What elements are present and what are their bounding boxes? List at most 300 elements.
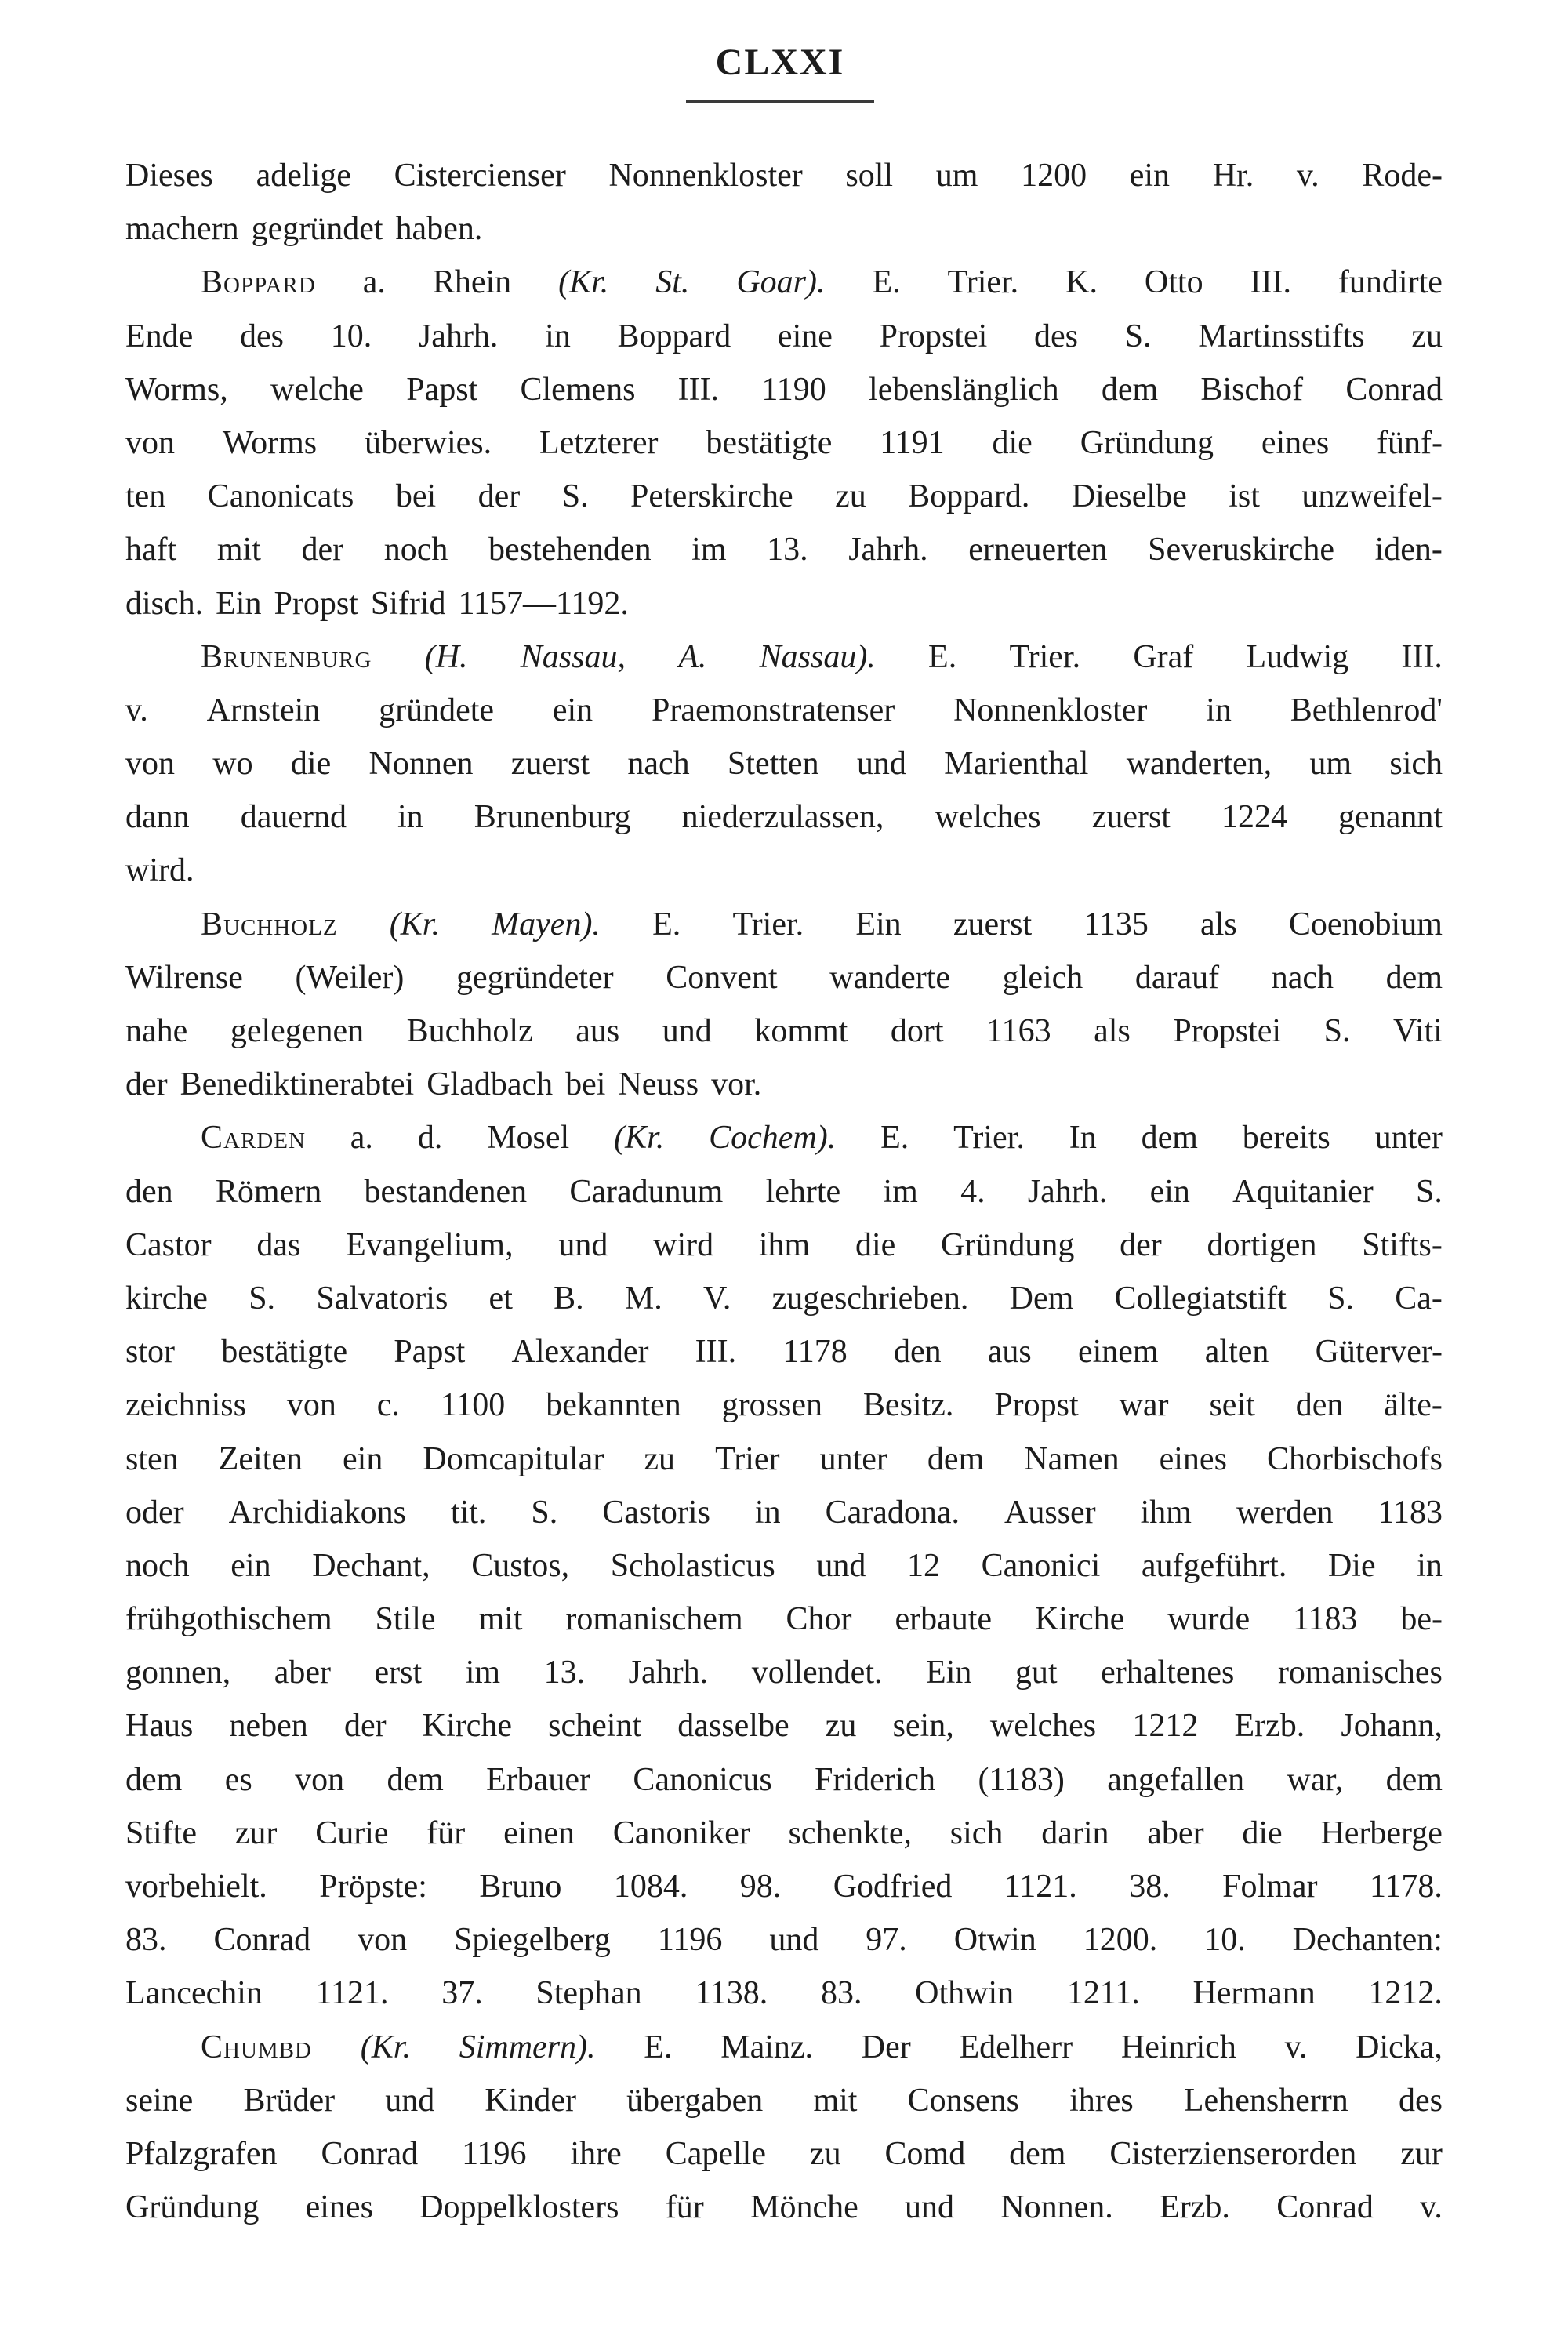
word: Die [1327, 1547, 1376, 1584]
word: eine [777, 318, 833, 354]
word: soll [845, 158, 894, 194]
body-text [125, 149, 1443, 2234]
word: Gründung [941, 1226, 1075, 1263]
word: Collegiatstift [1114, 1280, 1287, 1317]
word: Mainz. [720, 2029, 814, 2065]
word: mit [216, 532, 261, 568]
word: nach [627, 746, 690, 783]
text-line [125, 149, 1443, 202]
word: scheint [548, 1708, 642, 1745]
word: E. [872, 264, 901, 301]
word: Conrad [1345, 371, 1443, 408]
word: Otto [1144, 264, 1203, 301]
word: gonnen, [125, 1654, 231, 1691]
word: fünf- [1377, 424, 1443, 461]
word: von [125, 424, 175, 461]
word: zugeschrieben. [771, 1280, 969, 1317]
word: Simmern). [459, 2029, 596, 2065]
word: Stephan [535, 1975, 642, 2012]
word: ihre [570, 2135, 622, 2172]
word: einem [1077, 1334, 1159, 1371]
word: S. [1323, 1013, 1351, 1049]
word: Evangelium, [346, 1226, 514, 1263]
word: ein [1129, 158, 1171, 194]
word: Kinder [485, 2082, 576, 2119]
word: Scholasticus [610, 1547, 775, 1584]
word: 97. [866, 1922, 907, 1959]
word: dem [1385, 1761, 1443, 1798]
word: Rhein [432, 264, 512, 301]
word: Propstei [1173, 1013, 1282, 1049]
word: Boppard. [908, 478, 1030, 515]
word: unter [819, 1440, 887, 1477]
word: St. [655, 264, 690, 301]
word: ein [230, 1547, 271, 1584]
text-line [125, 737, 1443, 790]
text-line [125, 1004, 1443, 1058]
word: (Kr. [614, 1120, 665, 1157]
word: Ludwig [1246, 638, 1349, 675]
word: Lehensherrn [1183, 2082, 1348, 2119]
word: Cistercienser [394, 158, 566, 194]
word: gegründet [251, 211, 383, 248]
word: und [856, 746, 906, 783]
word: den [893, 1334, 942, 1371]
word: grossen [721, 1387, 823, 1424]
word: darin [1041, 1814, 1109, 1851]
word: überwies. [365, 424, 492, 461]
word: den [1295, 1387, 1344, 1424]
word: mit [478, 1601, 523, 1638]
text-line [125, 470, 1443, 523]
word: übergaben [626, 2082, 764, 2119]
word: Erzb. [1160, 2189, 1230, 2226]
word: unzweifel- [1301, 478, 1443, 515]
word: des [1033, 318, 1078, 354]
word: wird [653, 1226, 714, 1263]
word: (Kr. [558, 264, 609, 301]
word: Friderich [815, 1761, 936, 1798]
word: 1190 [761, 371, 826, 408]
word: Gründung [125, 2189, 260, 2226]
word: Aquitanier [1232, 1173, 1374, 1210]
word: Jahrh. [628, 1654, 709, 1691]
word: Ende [125, 318, 194, 354]
word: oder [125, 1494, 184, 1531]
word: Chorbischofs [1266, 1440, 1443, 1477]
word: Canoniker [612, 1814, 750, 1851]
word: Praemonstratenser [652, 692, 895, 728]
word: Lancechin [125, 1975, 263, 2012]
word: zu [644, 1440, 676, 1477]
text-line [125, 1378, 1443, 1432]
word: Coenobium [1288, 906, 1443, 943]
word: Erbauer [486, 1761, 591, 1798]
word: war, [1287, 1761, 1344, 1798]
word: wanderten, [1126, 746, 1272, 783]
word: wurde [1167, 1601, 1250, 1638]
text-line [125, 951, 1443, 1004]
word: Ein [855, 906, 902, 943]
word: adelige [256, 158, 351, 194]
word: Otwin [953, 1922, 1036, 1959]
word: es [224, 1761, 252, 1798]
word: einen [503, 1814, 575, 1851]
text-line [125, 1539, 1443, 1593]
word: Cochem). [709, 1120, 837, 1157]
word: (Kr. [389, 906, 440, 943]
word: tit. [450, 1494, 487, 1531]
word: sein, [892, 1708, 954, 1745]
word: in [1417, 1547, 1443, 1584]
word: und [558, 1226, 608, 1263]
word: haben. [395, 211, 483, 248]
word: Trier. [947, 264, 1019, 301]
word: Dechanten: [1292, 1922, 1443, 1959]
word: Nassau, [520, 638, 626, 675]
text-line [125, 577, 1443, 630]
text-line [125, 1272, 1443, 1325]
word: der [125, 1066, 168, 1103]
text-line [125, 1219, 1443, 1272]
word: seit [1209, 1387, 1255, 1424]
word: die [1242, 1814, 1283, 1851]
word: Brunenburg [201, 638, 372, 675]
word: von [295, 1761, 345, 1798]
word: dem [1101, 371, 1159, 408]
word: Arnstein [206, 692, 321, 728]
word: Custos, [471, 1547, 570, 1584]
word: von [286, 1387, 336, 1424]
word: Pfalzgrafen [125, 2135, 278, 2172]
word: Dem [1009, 1280, 1074, 1317]
word: Doppelklosters [419, 2189, 619, 2226]
word: Severuskirche [1148, 532, 1335, 568]
word: Godfried [833, 1869, 953, 1905]
word: Hermann [1192, 1975, 1316, 2012]
word: niederzulassen, [681, 799, 884, 836]
word: Nonnen. [1000, 2189, 1113, 2226]
word: wird. [125, 852, 194, 889]
word: war [1119, 1387, 1169, 1424]
text-line [125, 310, 1443, 363]
word: Conrad [321, 2135, 419, 2172]
word: sich [1389, 746, 1443, 783]
word: Marienthal [944, 746, 1089, 783]
word: stor [125, 1334, 175, 1371]
word: Besitz. [862, 1387, 954, 1424]
word: noch [125, 1547, 190, 1584]
word: 1178 [782, 1334, 848, 1371]
word: ist [1229, 478, 1260, 515]
word: S. [531, 1494, 558, 1531]
word: Mayen). [492, 906, 601, 943]
word: im [691, 532, 727, 568]
word: bestandenen [364, 1173, 528, 1210]
word: um [1309, 746, 1352, 783]
word: wanderte [829, 959, 951, 996]
word: ten [125, 478, 166, 515]
word: haft [125, 532, 177, 568]
word: S. [1327, 1280, 1354, 1317]
word: romanischem [565, 1601, 743, 1638]
word: 38. [1129, 1869, 1171, 1905]
word: Letzterer [539, 424, 659, 461]
text-line [125, 1486, 1443, 1539]
text-line [125, 1433, 1443, 1486]
word: v. [125, 692, 148, 728]
word: bei [565, 1066, 606, 1103]
word: und [769, 1922, 819, 1959]
word: um [935, 158, 978, 194]
word: dem [1385, 959, 1443, 996]
word: Papst [394, 1334, 466, 1371]
word: Convent [666, 959, 778, 996]
word: 1183 [1377, 1494, 1443, 1531]
word: und [816, 1547, 866, 1584]
word: ein [552, 692, 593, 728]
word: vollendet. [751, 1654, 883, 1691]
word: 1211. [1066, 1975, 1140, 2012]
word: Othwin [915, 1975, 1014, 2012]
word: aufgeführt. [1141, 1547, 1287, 1584]
word: zuerst [953, 906, 1033, 943]
word: Heinrich [1120, 2029, 1236, 2065]
word: die [992, 424, 1033, 461]
text-line [125, 1807, 1443, 1860]
word: unter [1374, 1120, 1443, 1157]
word: disch. [125, 585, 204, 622]
word: 12 [907, 1547, 941, 1584]
word: Domcapitular [423, 1440, 604, 1477]
word: wo [212, 746, 253, 783]
word: und [662, 1013, 712, 1049]
word: III. [695, 1334, 737, 1371]
word: Römern [215, 1173, 322, 1210]
word: (1183) [978, 1761, 1065, 1798]
word: des [1398, 2082, 1443, 2119]
text-line [125, 202, 1443, 256]
word: d. [417, 1120, 443, 1157]
word: in [754, 1494, 781, 1531]
word: Papst [406, 371, 478, 408]
word: a. [362, 264, 386, 301]
word: Chor [786, 1601, 852, 1638]
word: Hr. [1212, 158, 1254, 194]
word: 1224 [1221, 799, 1288, 836]
word: Neuss [618, 1066, 699, 1103]
word: im [465, 1654, 501, 1691]
word: Dicka, [1356, 2029, 1443, 2065]
word: Dieselbe [1071, 478, 1187, 515]
word: zu [825, 1708, 857, 1745]
word: Ausser [1004, 1494, 1096, 1531]
word: den [125, 1173, 173, 1210]
text-line [125, 2074, 1443, 2127]
word: B. [554, 1280, 584, 1317]
text-line [125, 1325, 1443, 1378]
word: Castor [125, 1226, 212, 1263]
word: nahe [125, 1013, 188, 1049]
word: von [358, 1922, 408, 1959]
word: die [855, 1226, 896, 1263]
word: 1212 [1132, 1708, 1199, 1745]
word: im [883, 1173, 918, 1210]
word: Bruno [479, 1869, 562, 1905]
word: III. [677, 371, 720, 408]
word: in [1206, 692, 1232, 728]
word: zuerst [1091, 799, 1171, 836]
word: 1196 [657, 1922, 723, 1959]
word: Stetten [727, 746, 819, 783]
word: zuerst [510, 746, 590, 783]
word: Trier [715, 1440, 780, 1477]
word: Stile [375, 1601, 436, 1638]
word: bereits [1242, 1120, 1330, 1157]
word: Spiegelberg [454, 1922, 611, 1959]
word: E. [880, 1120, 909, 1157]
word: Castoris [602, 1494, 710, 1531]
word: Buchholz [201, 906, 338, 943]
text-line [125, 2181, 1443, 2234]
word: 1200. [1083, 1922, 1158, 1959]
text-line [125, 363, 1443, 416]
word: alten [1204, 1334, 1269, 1371]
word: fundirte [1338, 264, 1443, 301]
header-rule [686, 100, 874, 103]
paragraph-first-line [125, 630, 1443, 684]
text-line [125, 1165, 1443, 1219]
word: bestätigte [221, 1334, 348, 1371]
word: darauf [1134, 959, 1220, 996]
word: Herberge [1320, 1814, 1443, 1851]
word: S. [1416, 1173, 1443, 1210]
word: Gladbach [426, 1066, 554, 1103]
word: 1157—1192. [458, 585, 629, 622]
word: aber [1147, 1814, 1204, 1851]
word: ein [1149, 1173, 1190, 1210]
word: Edelherr [959, 2029, 1073, 2065]
word: eines [1261, 424, 1330, 461]
word: lebenslänglich [869, 371, 1059, 408]
word: 4. [960, 1173, 985, 1210]
word: lehrte [765, 1173, 841, 1210]
word: Jahrh. [1027, 1173, 1108, 1210]
word: 1183 [1293, 1601, 1358, 1638]
word: Namen [1024, 1440, 1120, 1477]
word: 10. [330, 318, 372, 354]
text-line [125, 416, 1443, 470]
word: Comd [884, 2135, 966, 2172]
word: erneuerten [968, 532, 1108, 568]
word: Folmar [1222, 1869, 1318, 1905]
word: bestehenden [488, 532, 652, 568]
word: dem [125, 1761, 183, 1798]
word: 1200 [1021, 158, 1087, 194]
text-line [125, 844, 1443, 897]
word: (Weiler) [295, 959, 405, 996]
word: gegründeter [456, 959, 614, 996]
text-line [125, 1593, 1443, 1646]
word: der [477, 478, 521, 515]
word: werden [1236, 1494, 1334, 1531]
word: v. [1420, 2189, 1443, 2226]
word: dem [1009, 2135, 1066, 2172]
word: Consens [907, 2082, 1019, 2119]
word: aus [575, 1013, 620, 1049]
word: als [1094, 1013, 1131, 1049]
word: Bischof [1200, 371, 1304, 408]
word: Dechant, [312, 1547, 430, 1584]
word: 1084. [613, 1869, 688, 1905]
word: (Kr. [360, 2029, 411, 2065]
word: vorbehielt. [125, 1869, 267, 1905]
word: E. [644, 2029, 673, 2065]
word: in [545, 318, 571, 354]
word: erbaute [895, 1601, 993, 1638]
word: Ca- [1395, 1280, 1443, 1317]
text-line [125, 790, 1443, 844]
word: kommt [754, 1013, 848, 1049]
word: Stifte [125, 1814, 197, 1851]
word: 1191 [880, 424, 945, 461]
word: Kirche [422, 1708, 513, 1745]
text-line [125, 1058, 1443, 1111]
word: vor. [711, 1066, 762, 1103]
word: sich [949, 1814, 1004, 1851]
word: Jahrh. [418, 318, 499, 354]
word: 1138. [695, 1975, 768, 2012]
word: Bethlenrod' [1290, 692, 1443, 728]
word: gelegenen [230, 1013, 365, 1049]
word: älte- [1384, 1387, 1443, 1424]
word: Mönche [750, 2189, 858, 2226]
word: A. [678, 638, 707, 675]
word: in [397, 799, 423, 836]
word: In [1069, 1120, 1097, 1157]
word: die [290, 746, 332, 783]
word: Kirche [1034, 1601, 1125, 1638]
word: gut [1014, 1654, 1058, 1691]
word: K. [1065, 264, 1098, 301]
word: als [1200, 906, 1237, 943]
word: dem [1141, 1120, 1198, 1157]
word: dort [890, 1013, 944, 1049]
word: Brüder [243, 2082, 336, 2119]
text-line [125, 1860, 1443, 1913]
word: dortigen [1207, 1226, 1317, 1263]
word: der [301, 532, 344, 568]
word: sten [125, 1440, 179, 1477]
word: Conrad [1276, 2189, 1374, 2226]
word: Nonnenkloster [953, 692, 1148, 728]
word: welche [270, 371, 364, 408]
word: dem [387, 1761, 444, 1798]
word: 98. [739, 1869, 782, 1905]
word: ihres [1069, 2082, 1134, 2119]
word: das [256, 1226, 301, 1263]
word: Trier. [953, 1120, 1025, 1157]
text-line [125, 1913, 1443, 1967]
word: Dieses [125, 158, 213, 194]
word: Curie [315, 1814, 389, 1851]
text-line [125, 1699, 1443, 1753]
word: Archidiakons [228, 1494, 406, 1531]
word: erhaltenes [1101, 1654, 1235, 1691]
word: be- [1400, 1601, 1443, 1638]
word: bekannten [546, 1387, 681, 1424]
word: Gründung [1080, 424, 1214, 461]
